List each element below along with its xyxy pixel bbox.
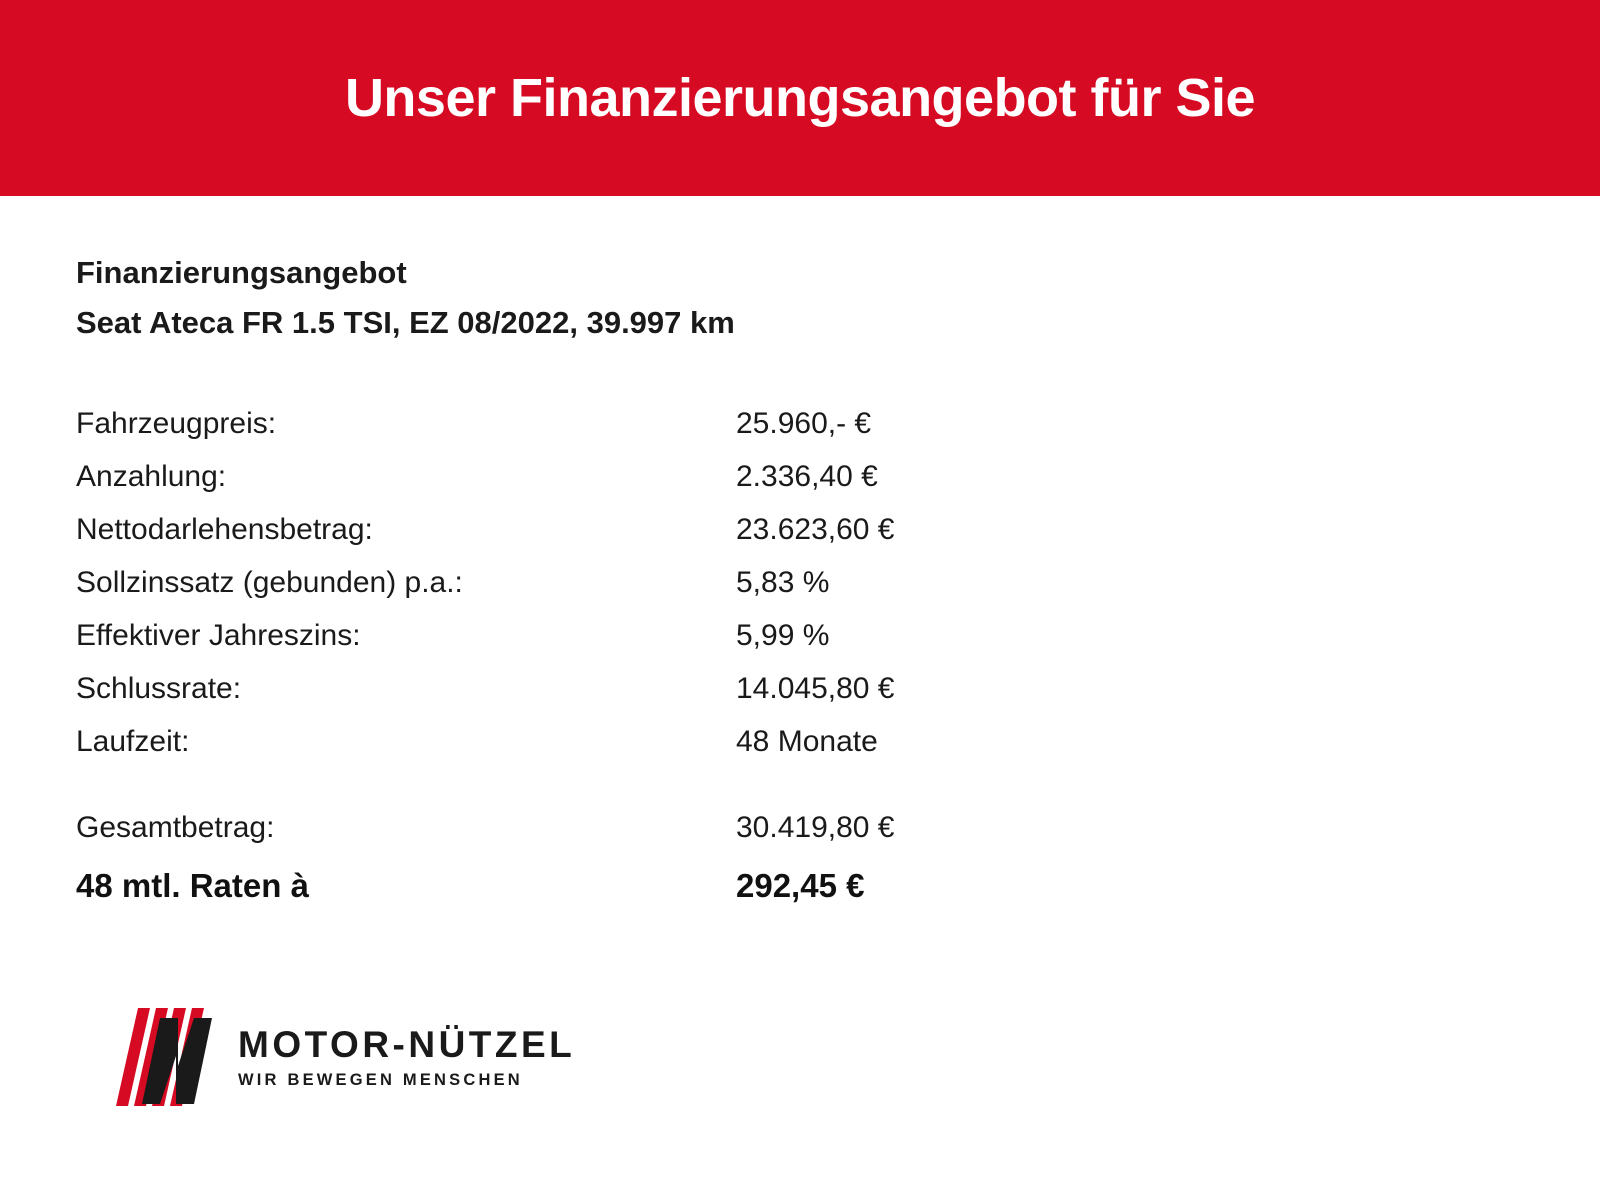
- term-label: Laufzeit:: [76, 724, 190, 758]
- monthly-rate-value: 292,45 €: [736, 866, 865, 904]
- logo-wordmark: MOTOR-NÜTZEL: [238, 1023, 576, 1065]
- term-label: Schlussrate:: [76, 671, 242, 705]
- logo-tagline: WIR BEWEGEN MENSCHEN: [238, 1070, 523, 1089]
- term-row: [76, 406, 1600, 459]
- term-row: [76, 724, 1600, 777]
- term-row: [76, 565, 1600, 618]
- term-value: 5,83 %: [736, 565, 830, 599]
- term-label: Anzahlung:: [76, 459, 227, 493]
- motor-nuetzel-n-logo-icon: [112, 1008, 224, 1106]
- term-value: 2.336,40 €: [736, 459, 878, 493]
- page-title: Unser Finanzierungsangebot für Sie: [344, 68, 1256, 128]
- term-row: [76, 671, 1600, 724]
- offer-vehicle-description: Seat Ateca FR 1.5 TSI, EZ 08/2022, 39.997 km: [76, 304, 735, 340]
- term-value: 48 Monate: [736, 724, 878, 758]
- offer-summary: [76, 810, 1600, 924]
- term-value: 5,99 %: [736, 618, 830, 652]
- term-label: Effektiver Jahreszins:: [76, 618, 361, 652]
- term-value: 23.623,60 €: [736, 512, 895, 546]
- monthly-rate-row: [76, 866, 1600, 924]
- term-value: 25.960,- €: [736, 406, 872, 440]
- total-amount-value: 30.419,80 €: [736, 810, 895, 844]
- total-amount-row: [76, 810, 1600, 866]
- logo-text-block: [238, 1023, 576, 1089]
- term-row: [76, 459, 1600, 512]
- header-banner: [0, 0, 1600, 196]
- term-label: Nettodarlehensbetrag:: [76, 512, 373, 546]
- term-row: [76, 512, 1600, 565]
- total-amount-label: Gesamtbetrag:: [76, 810, 275, 844]
- company-logo: [112, 1008, 575, 1106]
- offer-terms-list: [76, 406, 1600, 777]
- term-label: Fahrzeugpreis:: [76, 406, 277, 440]
- term-value: 14.045,80 €: [736, 671, 895, 705]
- offer-heading: Finanzierungsangebot: [76, 255, 407, 290]
- term-label: Sollzinssatz (gebunden) p.a.:: [76, 565, 463, 599]
- term-row: [76, 618, 1600, 671]
- offer-content: [0, 196, 1600, 924]
- monthly-rate-label: 48 mtl. Raten à: [76, 866, 309, 904]
